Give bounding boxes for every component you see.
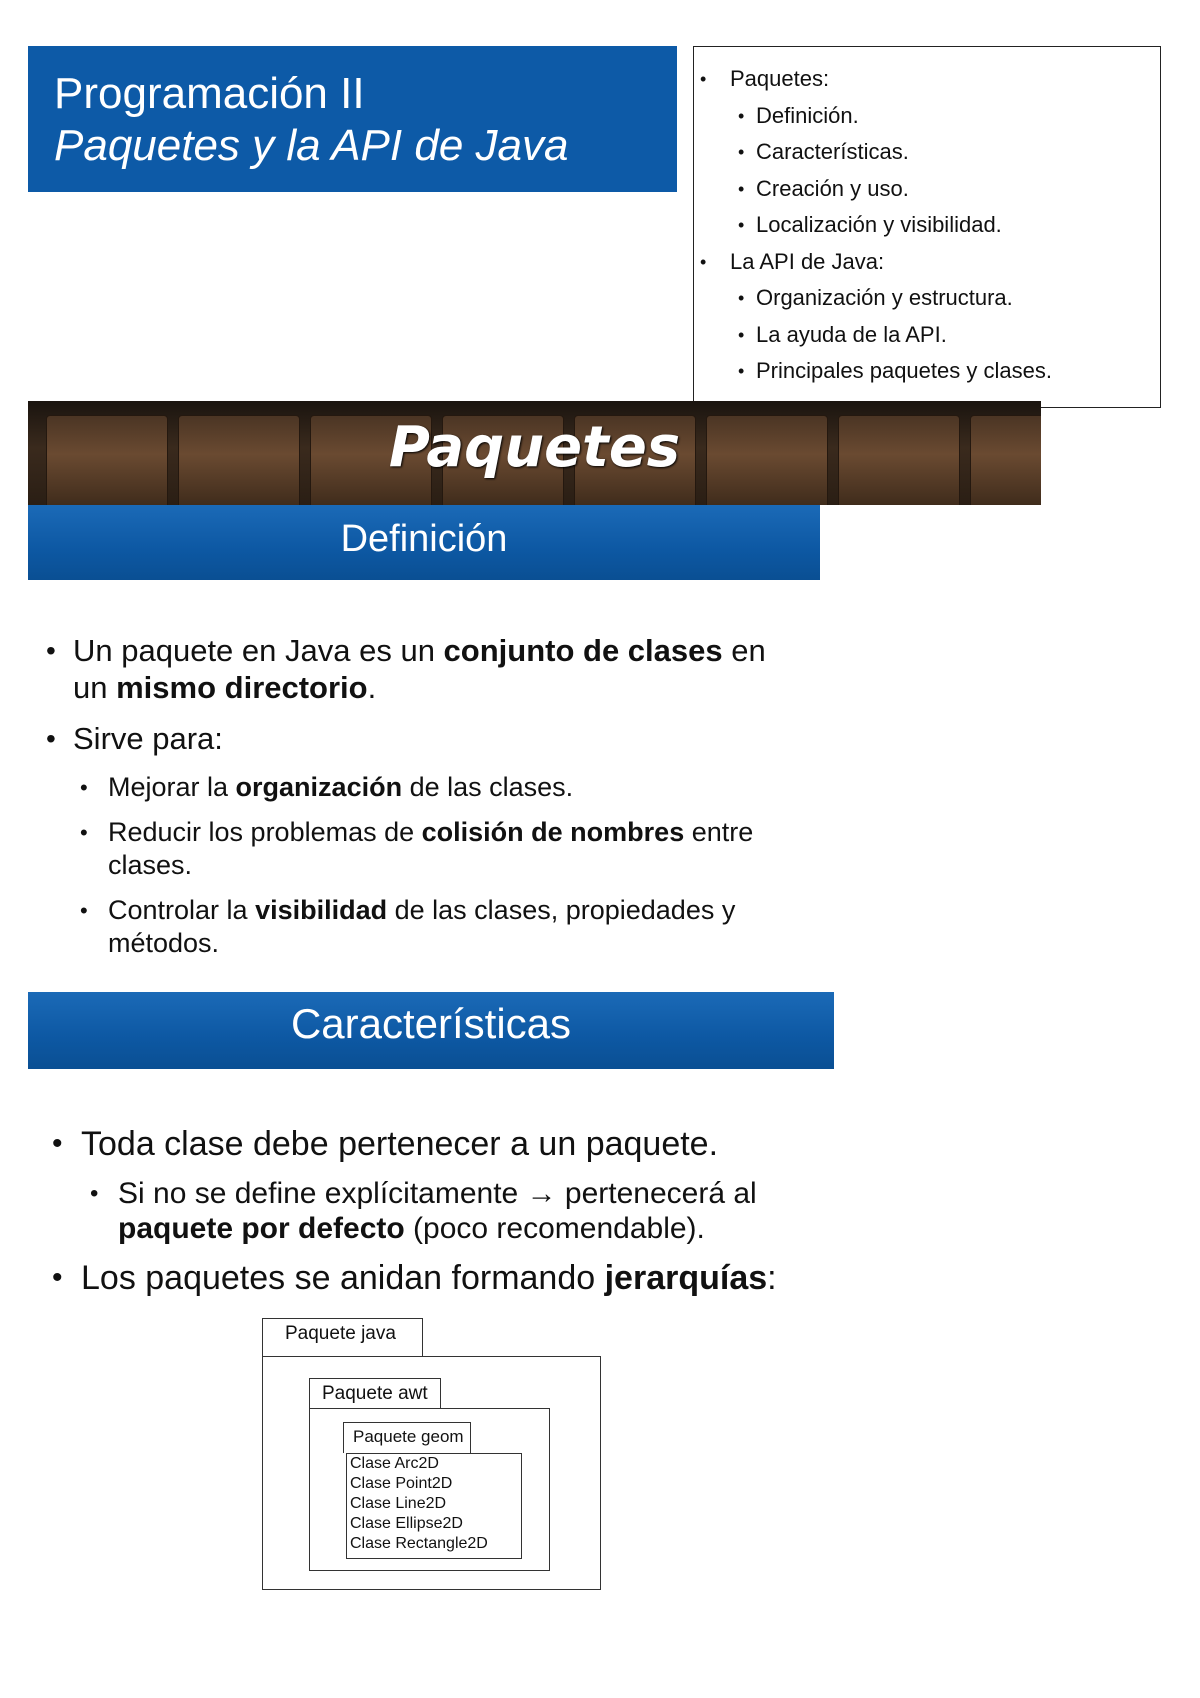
toc-item: • Principales paquetes y clases.	[716, 353, 1142, 390]
text: en un	[73, 633, 766, 705]
course-title: Programación II	[54, 69, 365, 118]
sub-list-item	[52, 1176, 832, 1246]
package-geom-tab: Paquete geom	[343, 1422, 471, 1453]
definicion-list	[46, 632, 806, 972]
list-item	[46, 720, 806, 757]
class-item: Clase Line2D	[350, 1495, 447, 1512]
text: Los paquetes se anidan formando	[81, 1259, 605, 1297]
toc-item: • Organización y estructura.	[716, 280, 1142, 317]
class-item: Clase Rectangle2D	[350, 1535, 488, 1552]
class-item: Clase Point2D	[350, 1475, 453, 1492]
sub-list-item	[46, 816, 806, 882]
toc-item: • Definición.	[716, 98, 1142, 135]
bold-text: jerarquías	[604, 1259, 768, 1297]
package-java-tab: Paquete java	[262, 1318, 423, 1357]
bold-text: mismo directorio	[116, 670, 368, 705]
toc-item: • Creación y uso.	[716, 171, 1142, 208]
text: :	[767, 1259, 777, 1297]
text: Reducir los problemas de	[108, 817, 422, 847]
bold-text: paquete por defecto	[118, 1212, 405, 1245]
list-item	[46, 632, 806, 706]
toc-item: • La ayuda de la API.	[716, 317, 1142, 354]
text: de las clases.	[402, 772, 574, 802]
section-header-definicion: Definición	[28, 505, 820, 580]
section-header-caracteristicas: Características	[28, 992, 834, 1069]
toc-item: • Características.	[716, 134, 1142, 171]
paquetes-banner	[28, 401, 1041, 505]
list-item	[52, 1258, 832, 1298]
class-item: Clase Arc2D	[350, 1455, 439, 1472]
text: .	[367, 670, 377, 705]
table-of-contents	[693, 46, 1161, 408]
bold-text: colisión de nombres	[421, 817, 685, 847]
toc-list	[716, 61, 1142, 390]
bold-text: visibilidad	[255, 895, 388, 925]
bold-text: organización	[235, 772, 403, 802]
list-item	[52, 1124, 832, 1164]
text: Controlar la	[108, 895, 256, 925]
title-box	[28, 46, 677, 192]
toc-item: • La API de Java:	[716, 244, 1142, 281]
text: Sirve para:	[73, 721, 223, 756]
text: Mejorar la	[108, 772, 236, 802]
slide-subtitle: Paquetes y la API de Java	[54, 121, 569, 170]
text: entre clases.	[108, 817, 754, 880]
class-list-box	[346, 1453, 522, 1559]
toc-item: • Paquetes:	[716, 61, 1142, 98]
class-item: Clase Ellipse2D	[350, 1515, 463, 1532]
text: de las clases, propiedades y métodos.	[108, 895, 736, 958]
text: Toda clase debe pertenecer a un paquete.	[81, 1125, 719, 1163]
text: Si no se define explícitamente → pertenecerá al	[118, 1177, 757, 1210]
banner-title: Paquetes	[388, 415, 681, 480]
text: (poco recomendable).	[404, 1212, 705, 1245]
bold-text: conjunto de clases	[443, 633, 723, 668]
sub-list-item	[46, 771, 806, 804]
text: Un paquete en Java es un	[73, 633, 444, 668]
sub-list-item	[46, 894, 806, 960]
caracteristicas-list	[52, 1124, 832, 1310]
package-awt-tab: Paquete awt	[309, 1378, 441, 1409]
toc-item: • Localización y visibilidad.	[716, 207, 1142, 244]
